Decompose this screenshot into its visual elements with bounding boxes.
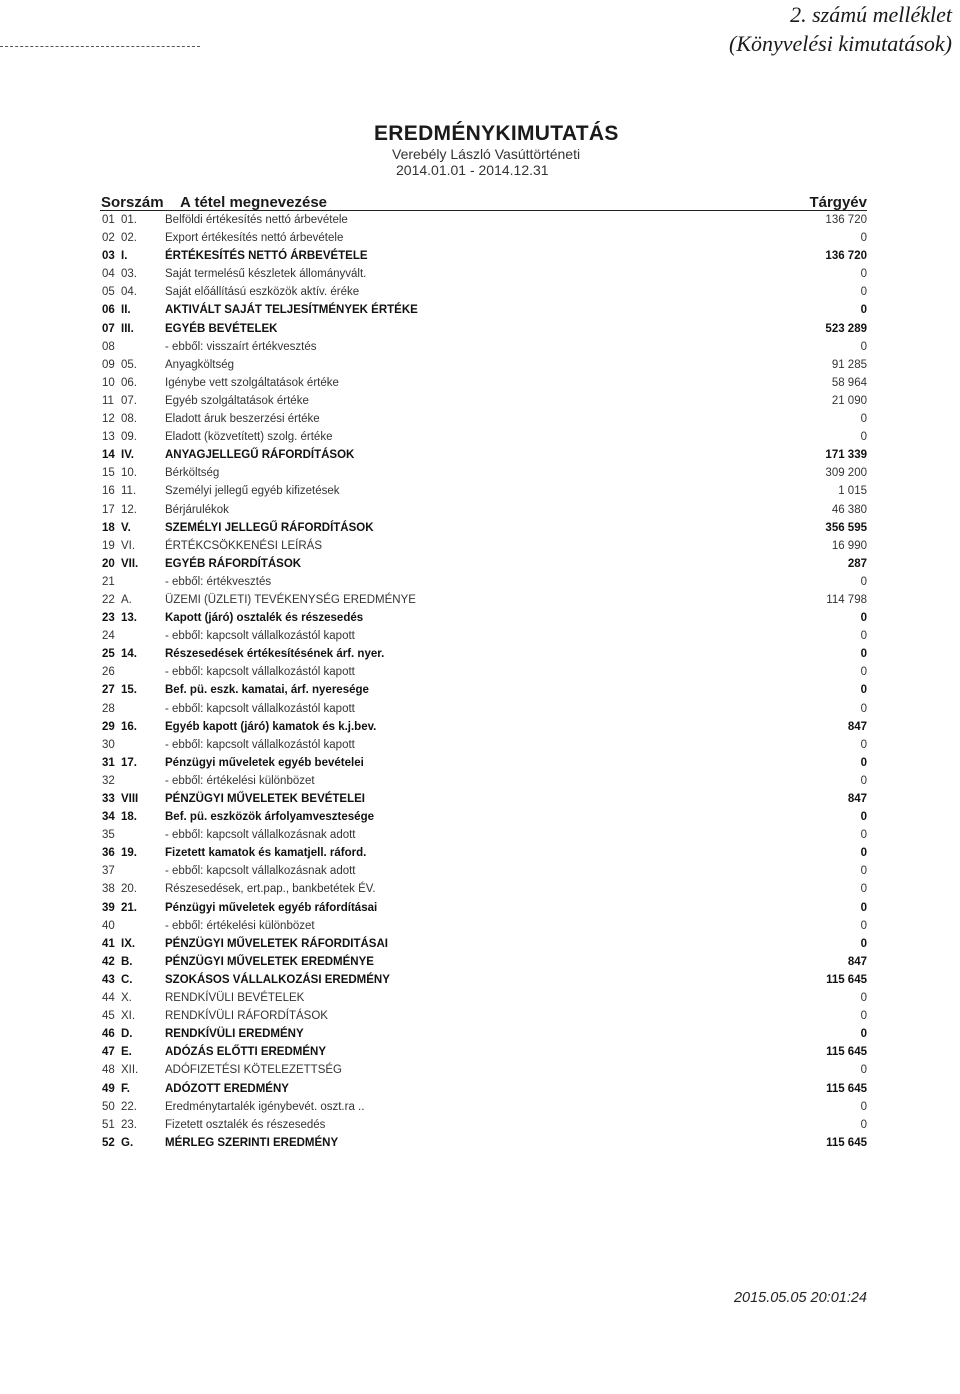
row-code: 03.: [121, 268, 137, 281]
row-value: 58 964: [831, 376, 867, 389]
row-label: Fizetett kamatok és kamatjell. ráford.: [165, 847, 367, 860]
row-label: SZEMÉLYI JELLEGŰ RÁFORDÍTÁSOK: [165, 521, 374, 534]
row-code: 16.: [121, 720, 137, 733]
row-label: Saját előállítású eszközök aktív. éréke: [165, 286, 360, 299]
row-value: 0: [860, 648, 867, 661]
row-code: 18.: [121, 811, 137, 824]
row-value: 136 720: [825, 214, 867, 226]
row-label: - ebből: kapcsolt vállalkozástól kapott: [165, 666, 355, 679]
row-number: 34: [102, 811, 115, 824]
table-row: [0, 1043, 960, 1061]
table-row: [0, 1080, 960, 1098]
table-row: [0, 464, 960, 482]
table-row: [0, 880, 960, 898]
row-value: 0: [860, 937, 867, 950]
row-number: 16: [102, 485, 115, 498]
table-row: [0, 229, 960, 247]
row-value: 0: [860, 847, 867, 860]
row-number: 02: [102, 232, 115, 245]
row-number: 13: [102, 431, 115, 444]
row-code: 17.: [121, 756, 137, 769]
table-row: [0, 754, 960, 772]
row-number: 32: [102, 774, 115, 787]
row-code: A.: [121, 593, 132, 606]
row-number: 42: [102, 955, 115, 968]
row-label: Pénzügyi műveletek egyéb ráfordításai: [165, 901, 378, 914]
row-value: 115 645: [826, 1082, 867, 1095]
row-label: Bef. pü. eszk. kamatai, árf. nyeresége: [165, 684, 369, 697]
report-title: EREDMÉNYKIMUTATÁS: [374, 122, 619, 145]
row-code: 14.: [121, 648, 137, 661]
row-code: E.: [121, 1046, 132, 1059]
row-number: 41: [102, 937, 115, 950]
row-label: Saját termelésű készletek állományvált.: [165, 268, 367, 281]
row-number: 45: [102, 1010, 115, 1023]
row-value: 0: [860, 286, 867, 299]
row-value: 847: [847, 720, 867, 733]
organization-name: Verebély László Vasúttörténeti: [392, 146, 581, 162]
row-number: 23: [102, 612, 115, 625]
row-label: - ebből: kapcsolt vállalkozástól kapott: [165, 702, 355, 715]
row-code: I.: [121, 250, 128, 263]
row-code: XII.: [121, 1064, 139, 1077]
row-code: VIII: [121, 793, 139, 805]
row-label: Egyéb kapott (járó) kamatok és k.j.bev.: [165, 720, 377, 733]
row-value: 16 990: [831, 539, 867, 552]
row-value: 0: [860, 829, 867, 842]
row-value: 115 645: [826, 973, 867, 986]
row-number: 30: [102, 738, 115, 751]
row-code: 07.: [121, 394, 137, 407]
table-row: [0, 917, 960, 935]
row-number: 33: [102, 793, 115, 805]
table-row: [0, 826, 960, 844]
table-row: [0, 1134, 960, 1152]
row-code: 01.: [121, 214, 137, 226]
row-label: RENDKÍVÜLI EREDMÉNY: [165, 1028, 304, 1041]
row-number: 48: [102, 1064, 115, 1077]
row-number: 20: [102, 557, 115, 570]
table-row: [0, 935, 960, 953]
row-label: Igénybe vett szolgáltatások értéke: [165, 376, 339, 389]
row-code: 02.: [121, 232, 137, 245]
row-value: 0: [860, 738, 867, 751]
row-code: XI.: [121, 1010, 136, 1023]
row-label: RENDKÍVÜLI RÁFORDÍTÁSOK: [165, 1010, 328, 1023]
table-row: [0, 537, 960, 555]
table-row: [0, 374, 960, 392]
row-number: 36: [102, 847, 115, 860]
row-value: 0: [860, 901, 867, 914]
row-label: Anyagköltség: [165, 358, 235, 371]
row-value: 0: [860, 268, 867, 281]
row-code: B.: [121, 955, 133, 968]
row-number: 10: [102, 376, 115, 389]
row-value: 0: [860, 1100, 867, 1113]
row-number: 18: [102, 521, 115, 534]
table-row: [0, 953, 960, 971]
row-number: 51: [102, 1118, 115, 1131]
row-label: Részesedések értékesítésének árf. nyer.: [165, 648, 385, 661]
row-value: 0: [860, 304, 867, 317]
row-code: 20.: [121, 883, 137, 896]
row-value: 136 720: [825, 250, 867, 263]
row-label: PÉNZÜGYI MŰVELETEK RÁFORDITÁSAI: [165, 937, 388, 950]
row-number: 37: [102, 865, 115, 878]
row-code: C.: [121, 973, 133, 986]
row-code: G.: [121, 1136, 134, 1149]
row-number: 35: [102, 829, 115, 842]
row-label: ÉRTÉKCSÖKKENÉSI LEÍRÁS: [165, 539, 323, 552]
row-value: 0: [860, 340, 867, 353]
row-value: 0: [860, 232, 867, 245]
row-number: 47: [102, 1046, 115, 1059]
row-label: - ebből: kapcsolt vállalkozásnak adott: [165, 865, 356, 878]
row-label: EGYÉB BEVÉTELEK: [165, 322, 278, 335]
table-row: [0, 718, 960, 736]
row-code: V.: [121, 521, 131, 534]
row-value: 0: [860, 413, 867, 426]
row-number: 44: [102, 992, 115, 1005]
row-value: 46 380: [831, 503, 867, 516]
row-value: 115 645: [826, 1046, 867, 1059]
row-value: 0: [860, 774, 867, 787]
row-label: Fizetett osztalék és részesedés: [165, 1118, 326, 1131]
table-row: [0, 410, 960, 428]
annex-label: [729, 0, 952, 58]
row-label: RENDKÍVÜLI BEVÉTELEK: [165, 992, 305, 1005]
row-label: ANYAGJELLEGŰ RÁFORDÍTÁSOK: [165, 449, 355, 462]
row-value: 114 798: [826, 593, 867, 606]
row-number: 01: [102, 214, 115, 226]
row-label: - ebből: kapcsolt vállalkozástól kapott: [165, 630, 355, 643]
row-value: 847: [847, 955, 867, 968]
row-code: IX.: [121, 937, 136, 950]
table-row: [0, 211, 960, 229]
row-label: Belföldi értékesítés nettó árbevétele: [165, 214, 348, 226]
row-value: 356 595: [825, 521, 867, 534]
row-label: Eladott áruk beszerzési értéke: [165, 413, 320, 426]
table-row: [0, 1061, 960, 1079]
table-row: [0, 482, 960, 500]
row-value: 0: [860, 702, 867, 715]
column-header-item: A tétel megnevezése: [180, 194, 328, 211]
table-row: [0, 844, 960, 862]
table-row: [0, 989, 960, 1007]
row-label: Személyi jellegű egyéb kifizetések: [165, 485, 340, 498]
table-row: [0, 1007, 960, 1025]
row-code: 15.: [121, 684, 137, 697]
row-value: 0: [860, 1064, 867, 1077]
row-label: ADÓZÁS ELŐTTI EREDMÉNY: [165, 1046, 327, 1059]
row-label: Bérköltség: [165, 467, 220, 480]
row-label: - ebből: visszaírt értékvesztés: [165, 340, 317, 353]
table-row: [0, 356, 960, 374]
row-code: 19.: [121, 847, 137, 860]
row-number: 25: [102, 648, 115, 661]
row-number: 11: [102, 394, 114, 407]
row-code: III.: [121, 322, 134, 335]
row-code: D.: [121, 1028, 133, 1041]
row-label: Pénzügyi műveletek egyéb bevételei: [165, 756, 364, 769]
row-value: 0: [860, 666, 867, 679]
row-value: 1 015: [838, 485, 867, 498]
row-code: 06.: [121, 376, 137, 389]
row-value: 171 339: [825, 449, 867, 462]
row-label: AKTIVÁLT SAJÁT TELJESÍTMÉNYEK ÉRTÉKE: [165, 304, 418, 317]
row-label: Részesedések, ert.pap., bankbetétek ÉV.: [165, 883, 376, 896]
row-number: 43: [102, 973, 115, 986]
row-number: 07: [102, 322, 115, 335]
row-code: 10.: [121, 467, 137, 480]
row-number: 46: [102, 1028, 115, 1041]
row-value: 0: [860, 431, 867, 444]
row-value: 115 645: [826, 1136, 867, 1149]
row-code: 08.: [121, 413, 137, 426]
row-label: ADÓFIZETÉSI KÖTELEZETTSÉG: [165, 1064, 342, 1077]
row-code: 04.: [121, 286, 137, 299]
row-label: EGYÉB RÁFORDÍTÁSOK: [165, 557, 302, 570]
row-code: 12.: [121, 503, 137, 516]
row-number: 17: [102, 503, 115, 516]
row-label: PÉNZÜGYI MŰVELETEK EREDMÉNYE: [165, 955, 374, 968]
report-header: [374, 122, 619, 178]
row-number: 49: [102, 1082, 115, 1095]
row-code: 22.: [121, 1100, 137, 1113]
row-code: 23.: [121, 1118, 137, 1131]
row-label: Export értékesítés nettó árbevétele: [165, 232, 344, 245]
row-value: 0: [860, 684, 867, 697]
table-row: [0, 501, 960, 519]
row-value: 523 289: [825, 322, 867, 335]
column-header-serial: Sorszám: [101, 194, 164, 211]
row-number: 15: [102, 467, 115, 480]
row-number: 04: [102, 268, 115, 281]
row-value: 0: [860, 575, 867, 588]
table-row: [0, 645, 960, 663]
row-label: SZOKÁSOS VÁLLALKOZÁSI EREDMÉNY: [165, 973, 390, 986]
row-number: 21: [102, 575, 115, 588]
row-value: 0: [860, 1010, 867, 1023]
row-code: 13.: [121, 612, 137, 625]
table-row: [0, 301, 960, 319]
table-row: [0, 392, 960, 410]
row-value: 0: [860, 919, 867, 932]
row-value: 0: [860, 992, 867, 1005]
table-row: [0, 555, 960, 573]
table-row: [0, 790, 960, 808]
report-period: 2014.01.01 - 2014.12.31: [396, 162, 549, 178]
table-row: [0, 247, 960, 265]
row-label: - ebből: értékelési különbözet: [165, 919, 315, 932]
row-label: - ebből: értékvesztés: [165, 575, 272, 588]
row-value: 0: [860, 612, 867, 625]
row-label: MÉRLEG SZERINTI EREDMÉNY: [165, 1136, 339, 1149]
table-row: [0, 519, 960, 537]
divider-line: [0, 46, 200, 47]
row-label: ÉRTÉKESÍTÉS NETTÓ ÁRBEVÉTELE: [165, 250, 368, 263]
row-label: ADÓZOTT EREDMÉNY: [165, 1082, 289, 1095]
table-row: [0, 862, 960, 880]
row-label: Eladott (közvetített) szolg. értéke: [165, 431, 333, 444]
row-number: 12: [102, 413, 115, 426]
table-row: [0, 320, 960, 338]
row-number: 24: [102, 630, 115, 643]
table-row: [0, 1098, 960, 1116]
table-row: [0, 1116, 960, 1134]
row-label: Egyéb szolgáltatások értéke: [165, 394, 309, 407]
row-number: 50: [102, 1100, 115, 1113]
row-code: X.: [121, 992, 132, 1005]
table-row: [0, 700, 960, 718]
table-row: [0, 772, 960, 790]
annex-subtitle: (Könyvelési kimutatások): [729, 31, 952, 56]
row-code: 09.: [121, 431, 137, 444]
annex-number: 2. számú melléklet: [790, 2, 952, 27]
row-label: Eredménytartalék igénybevét. oszt.ra ..: [165, 1100, 365, 1113]
row-value: 0: [860, 1028, 867, 1041]
row-number: 19: [102, 539, 115, 552]
row-number: 40: [102, 919, 115, 932]
row-label: - ebből: értékelési különbözet: [165, 774, 315, 787]
row-number: 27: [102, 684, 115, 697]
row-value: 287: [847, 557, 867, 570]
table-row: [0, 283, 960, 301]
table-row: [0, 899, 960, 917]
row-number: 26: [102, 666, 115, 679]
row-code: II.: [121, 304, 131, 317]
column-header-value: Tárgyév: [809, 194, 867, 211]
row-code: 05.: [121, 358, 137, 371]
table-row: [0, 663, 960, 681]
row-number: 52: [102, 1136, 115, 1149]
row-code: VII.: [121, 557, 139, 570]
row-label: - ebből: kapcsolt vállalkozástól kapott: [165, 738, 355, 751]
row-label: PÉNZÜGYI MŰVELETEK BEVÉTELEI: [165, 793, 365, 805]
row-value: 847: [847, 793, 867, 805]
row-value: 21 090: [831, 394, 867, 407]
table-row: [0, 591, 960, 609]
row-code: IV.: [121, 449, 135, 462]
row-number: 31: [102, 756, 115, 769]
row-number: 22: [102, 593, 115, 606]
table-row: [0, 338, 960, 356]
row-label: Kapott (járó) osztalék és részesedés: [165, 612, 364, 625]
row-value: 0: [860, 811, 867, 824]
table-row: [0, 627, 960, 645]
row-code: F.: [121, 1082, 130, 1095]
table-row: [0, 681, 960, 699]
row-number: 29: [102, 720, 115, 733]
table-row: [0, 808, 960, 826]
row-label: - ebből: kapcsolt vállalkozásnak adott: [165, 829, 356, 842]
row-code: 21.: [121, 901, 137, 914]
row-value: 0: [860, 1118, 867, 1131]
table-row: [0, 1025, 960, 1043]
row-value: 309 200: [825, 467, 867, 480]
table-row: [0, 609, 960, 627]
row-value: 0: [860, 883, 867, 896]
table-row: [0, 736, 960, 754]
print-timestamp: 2015.05.05 20:01:24: [733, 1290, 867, 1306]
table-row: [0, 573, 960, 591]
row-label: Bérjárulékok: [165, 503, 229, 516]
row-code: VI.: [121, 539, 136, 552]
row-number: 39: [102, 901, 115, 914]
row-label: Bef. pü. eszközök árfolyamvesztesége: [165, 811, 374, 824]
row-number: 28: [102, 702, 115, 715]
table-row: [0, 446, 960, 464]
row-code: 11.: [121, 485, 137, 498]
table-row: [0, 265, 960, 283]
table-row: [0, 428, 960, 446]
row-number: 05: [102, 286, 115, 299]
row-number: 09: [102, 358, 115, 371]
row-value: 0: [860, 756, 867, 769]
income-statement-table: [0, 211, 960, 1152]
row-value: 0: [860, 630, 867, 643]
row-number: 03: [102, 250, 115, 263]
row-number: 38: [102, 883, 115, 896]
row-label: ÜZEMI (ÜZLETI) TEVÉKENYSÉG EREDMÉNYE: [165, 593, 416, 606]
row-value: 0: [860, 865, 867, 878]
row-value: 91 285: [831, 358, 867, 371]
row-number: 14: [102, 449, 115, 462]
row-number: 08: [102, 340, 115, 353]
row-number: 06: [102, 304, 115, 317]
table-row: [0, 971, 960, 989]
